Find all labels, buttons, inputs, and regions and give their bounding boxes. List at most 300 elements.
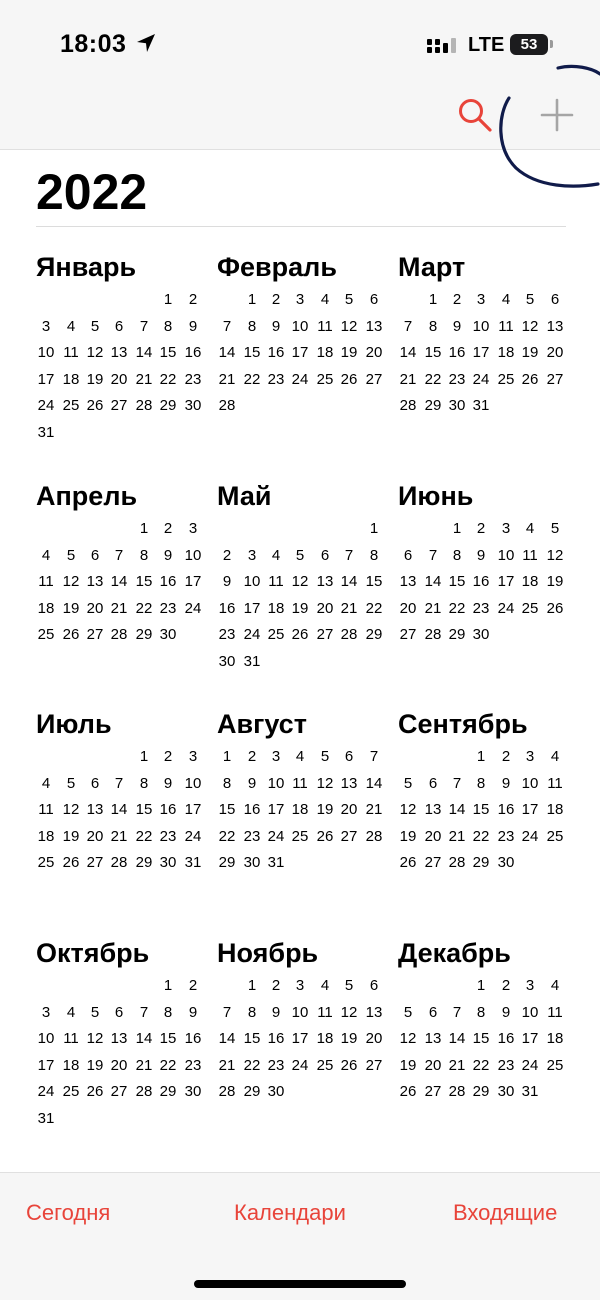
day-cell[interactable]: 19 <box>546 573 564 590</box>
day-cell[interactable]: 28 <box>365 827 383 845</box>
day-cell[interactable]: 6 <box>428 1003 438 1021</box>
day-cell[interactable]: 18 <box>316 344 334 361</box>
day-cell[interactable]: 30 <box>267 1083 285 1100</box>
day-cell[interactable]: 19 <box>86 370 104 388</box>
day-cell[interactable]: 2 <box>247 748 257 765</box>
day-cell[interactable]: 10 <box>267 774 285 792</box>
day-cell[interactable]: 26 <box>62 854 80 871</box>
day-cell[interactable]: 25 <box>62 1083 80 1100</box>
day-cell[interactable]: 10 <box>37 1030 55 1047</box>
month-block[interactable] <box>36 709 220 909</box>
day-cell[interactable]: 13 <box>424 1030 442 1047</box>
day-cell[interactable]: 20 <box>424 827 442 845</box>
day-cell[interactable]: 6 <box>320 546 330 564</box>
day-cell[interactable]: 12 <box>521 317 539 335</box>
day-cell[interactable]: 8 <box>428 317 438 335</box>
day-cell[interactable]: 14 <box>135 344 153 361</box>
day-cell[interactable]: 20 <box>110 1056 128 1074</box>
day-cell[interactable]: 3 <box>525 977 535 994</box>
day-cell[interactable]: 10 <box>291 1003 309 1021</box>
day-cell[interactable]: 23 <box>497 1056 515 1074</box>
day-cell[interactable]: 29 <box>424 397 442 414</box>
day-cell[interactable]: 25 <box>62 397 80 414</box>
day-cell[interactable]: 30 <box>159 854 177 871</box>
day-cell[interactable]: 12 <box>62 801 80 818</box>
day-cell[interactable]: 6 <box>114 317 124 335</box>
day-cell[interactable]: 29 <box>243 1083 261 1100</box>
day-cell[interactable]: 1 <box>247 977 257 994</box>
day-cell[interactable]: 20 <box>86 827 104 845</box>
day-cell[interactable]: 14 <box>340 573 358 590</box>
day-cell[interactable]: 22 <box>159 1056 177 1074</box>
day-cell[interactable]: 1 <box>247 291 257 308</box>
day-cell[interactable]: 6 <box>369 977 379 994</box>
day-cell[interactable]: 10 <box>521 1003 539 1021</box>
day-cell[interactable]: 8 <box>163 1003 173 1021</box>
day-cell[interactable]: 27 <box>399 626 417 643</box>
day-cell[interactable]: 23 <box>184 1056 202 1074</box>
day-cell[interactable]: 6 <box>550 291 560 308</box>
today-button[interactable]: Сегодня <box>26 1200 111 1225</box>
day-cell[interactable]: 8 <box>139 774 149 792</box>
day-cell[interactable]: 17 <box>291 1030 309 1047</box>
day-cell[interactable]: 4 <box>295 748 305 765</box>
day-cell[interactable]: 15 <box>472 801 490 818</box>
day-cell[interactable]: 1 <box>163 977 173 994</box>
day-cell[interactable]: 24 <box>521 1056 539 1074</box>
day-cell[interactable]: 7 <box>403 317 413 335</box>
day-cell[interactable]: 17 <box>243 599 261 617</box>
day-cell[interactable]: 19 <box>291 599 309 617</box>
day-cell[interactable]: 6 <box>428 774 438 792</box>
day-cell[interactable]: 16 <box>267 344 285 361</box>
day-cell[interactable]: 8 <box>247 317 257 335</box>
day-cell[interactable]: 2 <box>188 977 198 994</box>
day-cell[interactable]: 9 <box>247 774 257 792</box>
month-block[interactable] <box>36 938 220 1138</box>
day-cell[interactable]: 29 <box>159 397 177 414</box>
month-block[interactable] <box>398 252 582 452</box>
day-cell[interactable]: 15 <box>448 573 466 590</box>
day-cell[interactable]: 9 <box>501 1003 511 1021</box>
day-cell[interactable]: 19 <box>86 1056 104 1074</box>
day-cell[interactable]: 25 <box>267 626 285 643</box>
day-cell[interactable]: 20 <box>86 599 104 617</box>
day-cell[interactable]: 19 <box>62 827 80 845</box>
day-cell[interactable]: 2 <box>163 520 173 537</box>
day-cell[interactable]: 17 <box>521 1030 539 1047</box>
day-cell[interactable]: 27 <box>546 370 564 388</box>
day-cell[interactable]: 25 <box>497 370 515 388</box>
day-cell[interactable]: 14 <box>218 1030 236 1047</box>
day-cell[interactable]: 24 <box>291 1056 309 1074</box>
day-cell[interactable]: 11 <box>317 317 333 335</box>
month-block[interactable] <box>398 709 582 909</box>
day-cell[interactable]: 2 <box>501 977 511 994</box>
day-cell[interactable]: 18 <box>291 801 309 818</box>
day-cell[interactable]: 21 <box>424 599 442 617</box>
day-cell[interactable]: 9 <box>188 1003 198 1021</box>
day-cell[interactable]: 23 <box>243 827 261 845</box>
day-cell[interactable]: 5 <box>344 291 354 308</box>
day-cell[interactable]: 20 <box>546 344 564 361</box>
day-cell[interactable]: 23 <box>267 1056 285 1074</box>
day-cell[interactable]: 18 <box>497 344 515 361</box>
day-cell[interactable]: 3 <box>271 748 281 765</box>
day-cell[interactable]: 15 <box>159 344 177 361</box>
day-cell[interactable]: 22 <box>135 599 153 617</box>
day-cell[interactable]: 17 <box>184 801 202 818</box>
day-cell[interactable]: 5 <box>403 774 413 792</box>
day-cell[interactable]: 11 <box>547 1003 563 1021</box>
day-cell[interactable]: 30 <box>448 397 466 414</box>
day-cell[interactable]: 21 <box>340 599 358 617</box>
day-cell[interactable]: 5 <box>550 520 560 537</box>
day-cell[interactable]: 30 <box>184 397 202 414</box>
day-cell[interactable]: 20 <box>110 370 128 388</box>
day-cell[interactable]: 18 <box>62 1056 80 1074</box>
day-cell[interactable]: 12 <box>340 1003 358 1021</box>
day-cell[interactable]: 26 <box>340 370 358 388</box>
day-cell[interactable]: 31 <box>243 652 261 670</box>
day-cell[interactable]: 14 <box>110 801 128 818</box>
year-title[interactable]: 2022 <box>36 164 148 220</box>
day-cell[interactable]: 27 <box>110 397 128 414</box>
day-cell[interactable]: 11 <box>63 1030 79 1047</box>
day-cell[interactable]: 16 <box>267 1030 285 1047</box>
day-cell[interactable]: 25 <box>521 599 539 617</box>
day-cell[interactable]: 26 <box>546 599 564 617</box>
day-cell[interactable]: 10 <box>521 774 539 792</box>
day-cell[interactable]: 4 <box>501 291 511 308</box>
day-cell[interactable]: 20 <box>365 1030 383 1047</box>
day-cell[interactable]: 5 <box>403 1003 413 1021</box>
day-cell[interactable]: 8 <box>139 546 149 564</box>
day-cell[interactable]: 27 <box>365 1056 383 1074</box>
day-cell[interactable]: 29 <box>472 1083 490 1100</box>
day-cell[interactable]: 19 <box>340 1030 358 1047</box>
day-cell[interactable]: 18 <box>546 801 564 818</box>
search-icon[interactable] <box>456 96 494 134</box>
day-cell[interactable]: 2 <box>271 977 281 994</box>
day-cell[interactable]: 15 <box>135 801 153 818</box>
day-cell[interactable]: 22 <box>135 827 153 845</box>
day-cell[interactable]: 30 <box>159 626 177 643</box>
day-cell[interactable]: 11 <box>522 546 538 564</box>
day-cell[interactable]: 17 <box>37 1056 55 1074</box>
day-cell[interactable]: 28 <box>448 854 466 871</box>
day-cell[interactable]: 6 <box>90 774 100 792</box>
day-cell[interactable]: 16 <box>472 573 490 590</box>
day-cell[interactable]: 13 <box>424 801 442 818</box>
day-cell[interactable]: 21 <box>365 801 383 818</box>
day-cell[interactable]: 21 <box>135 370 153 388</box>
day-cell[interactable]: 12 <box>399 1030 417 1047</box>
day-cell[interactable]: 12 <box>86 1030 104 1047</box>
day-cell[interactable]: 19 <box>399 1056 417 1074</box>
day-cell[interactable]: 13 <box>365 317 383 335</box>
day-cell[interactable]: 25 <box>546 1056 564 1074</box>
day-cell[interactable]: 31 <box>37 1109 55 1127</box>
day-cell[interactable]: 20 <box>316 599 334 617</box>
day-cell[interactable]: 3 <box>247 546 257 564</box>
day-cell[interactable]: 21 <box>135 1056 153 1074</box>
day-cell[interactable]: 27 <box>424 1083 442 1100</box>
day-cell[interactable]: 19 <box>62 599 80 617</box>
day-cell[interactable]: 27 <box>110 1083 128 1100</box>
day-cell[interactable]: 3 <box>295 291 305 308</box>
day-cell[interactable]: 10 <box>472 317 490 335</box>
day-cell[interactable]: 15 <box>218 801 236 818</box>
day-cell[interactable]: 22 <box>218 827 236 845</box>
plus-icon[interactable] <box>538 96 576 134</box>
day-cell[interactable]: 30 <box>218 652 236 670</box>
day-cell[interactable]: 2 <box>163 748 173 765</box>
day-cell[interactable]: 13 <box>316 573 334 590</box>
day-cell[interactable]: 11 <box>268 573 284 590</box>
day-cell[interactable]: 11 <box>547 774 563 792</box>
day-cell[interactable]: 26 <box>86 1083 104 1100</box>
day-cell[interactable]: 14 <box>424 573 442 590</box>
day-cell[interactable]: 24 <box>291 370 309 388</box>
day-cell[interactable]: 8 <box>476 1003 486 1021</box>
day-cell[interactable]: 23 <box>218 626 236 643</box>
day-cell[interactable]: 12 <box>291 573 309 590</box>
day-cell[interactable]: 26 <box>86 397 104 414</box>
day-cell[interactable]: 25 <box>546 827 564 845</box>
day-cell[interactable]: 10 <box>37 344 55 361</box>
day-cell[interactable]: 9 <box>222 573 232 590</box>
day-cell[interactable]: 24 <box>37 1083 55 1100</box>
day-cell[interactable]: 5 <box>90 1003 100 1021</box>
day-cell[interactable]: 17 <box>472 344 490 361</box>
day-cell[interactable]: 8 <box>369 546 379 564</box>
day-cell[interactable]: 21 <box>218 370 236 388</box>
day-cell[interactable]: 6 <box>403 546 413 564</box>
day-cell[interactable]: 2 <box>188 291 198 308</box>
day-cell[interactable]: 1 <box>369 520 379 537</box>
day-cell[interactable]: 4 <box>320 977 330 994</box>
day-cell[interactable]: 17 <box>37 370 55 388</box>
day-cell[interactable]: 21 <box>448 1056 466 1074</box>
day-cell[interactable]: 28 <box>448 1083 466 1100</box>
day-cell[interactable]: 29 <box>365 626 383 643</box>
day-cell[interactable]: 12 <box>86 344 104 361</box>
day-cell[interactable]: 22 <box>424 370 442 388</box>
day-cell[interactable]: 18 <box>37 599 55 617</box>
day-cell[interactable]: 29 <box>472 854 490 871</box>
day-cell[interactable]: 25 <box>291 827 309 845</box>
day-cell[interactable]: 18 <box>267 599 285 617</box>
day-cell[interactable]: 7 <box>222 1003 232 1021</box>
day-cell[interactable]: 7 <box>139 317 149 335</box>
day-cell[interactable]: 11 <box>38 801 54 818</box>
day-cell[interactable]: 16 <box>159 573 177 590</box>
day-cell[interactable]: 27 <box>424 854 442 871</box>
day-cell[interactable]: 15 <box>135 573 153 590</box>
day-cell[interactable]: 17 <box>184 573 202 590</box>
day-cell[interactable]: 9 <box>452 317 462 335</box>
day-cell[interactable]: 31 <box>521 1083 539 1100</box>
day-cell[interactable]: 1 <box>428 291 438 308</box>
day-cell[interactable]: 24 <box>184 599 202 617</box>
day-cell[interactable]: 12 <box>399 801 417 818</box>
day-cell[interactable]: 28 <box>135 397 153 414</box>
day-cell[interactable]: 23 <box>448 370 466 388</box>
day-cell[interactable]: 9 <box>501 774 511 792</box>
day-cell[interactable]: 8 <box>476 774 486 792</box>
day-cell[interactable]: 9 <box>163 774 173 792</box>
day-cell[interactable]: 31 <box>37 423 55 441</box>
day-cell[interactable]: 14 <box>135 1030 153 1047</box>
day-cell[interactable]: 28 <box>399 397 417 414</box>
day-cell[interactable]: 20 <box>424 1056 442 1074</box>
day-cell[interactable]: 5 <box>90 317 100 335</box>
inbox-button[interactable]: Входящие <box>453 1200 558 1225</box>
day-cell[interactable]: 27 <box>316 626 334 643</box>
day-cell[interactable]: 10 <box>497 546 515 564</box>
day-cell[interactable]: 31 <box>184 854 202 871</box>
day-cell[interactable]: 6 <box>369 291 379 308</box>
day-cell[interactable]: 31 <box>267 854 285 871</box>
day-cell[interactable]: 21 <box>448 827 466 845</box>
day-cell[interactable]: 19 <box>316 801 334 818</box>
day-cell[interactable]: 29 <box>135 854 153 871</box>
day-cell[interactable]: 4 <box>525 520 535 537</box>
day-cell[interactable]: 21 <box>218 1056 236 1074</box>
day-cell[interactable]: 7 <box>344 546 354 564</box>
day-cell[interactable]: 1 <box>476 748 486 765</box>
day-cell[interactable]: 30 <box>472 626 490 643</box>
day-cell[interactable]: 9 <box>271 1003 281 1021</box>
day-cell[interactable]: 16 <box>159 801 177 818</box>
day-cell[interactable]: 12 <box>316 774 334 792</box>
day-cell[interactable]: 10 <box>184 774 202 792</box>
day-cell[interactable]: 18 <box>521 573 539 590</box>
month-block[interactable] <box>36 252 220 452</box>
day-cell[interactable]: 4 <box>66 317 76 335</box>
day-cell[interactable]: 1 <box>476 977 486 994</box>
day-cell[interactable]: 22 <box>365 599 383 617</box>
month-block[interactable] <box>36 481 220 681</box>
month-block[interactable] <box>217 481 401 681</box>
day-cell[interactable]: 1 <box>139 748 149 765</box>
day-cell[interactable]: 26 <box>340 1056 358 1074</box>
day-cell[interactable]: 2 <box>271 291 281 308</box>
day-cell[interactable]: 28 <box>110 854 128 871</box>
day-cell[interactable]: 14 <box>448 801 466 818</box>
day-cell[interactable]: 13 <box>110 1030 128 1047</box>
day-cell[interactable]: 22 <box>243 370 261 388</box>
day-cell[interactable]: 4 <box>320 291 330 308</box>
day-cell[interactable]: 3 <box>41 317 51 335</box>
day-cell[interactable]: 13 <box>399 573 417 590</box>
day-cell[interactable]: 23 <box>184 370 202 388</box>
month-block[interactable] <box>217 709 401 909</box>
day-cell[interactable]: 1 <box>163 291 173 308</box>
day-cell[interactable]: 3 <box>295 977 305 994</box>
day-cell[interactable]: 19 <box>340 344 358 361</box>
day-cell[interactable]: 16 <box>243 801 261 818</box>
day-cell[interactable]: 28 <box>424 626 442 643</box>
day-cell[interactable]: 3 <box>476 291 486 308</box>
day-cell[interactable]: 29 <box>448 626 466 643</box>
day-cell[interactable]: 13 <box>340 774 358 792</box>
day-cell[interactable]: 7 <box>452 1003 462 1021</box>
day-cell[interactable]: 17 <box>291 344 309 361</box>
day-cell[interactable]: 6 <box>344 748 354 765</box>
day-cell[interactable]: 16 <box>448 344 466 361</box>
day-cell[interactable]: 26 <box>399 854 417 871</box>
day-cell[interactable]: 22 <box>472 827 490 845</box>
day-cell[interactable]: 11 <box>498 317 514 335</box>
day-cell[interactable]: 20 <box>365 344 383 361</box>
day-cell[interactable]: 29 <box>159 1083 177 1100</box>
day-cell[interactable]: 19 <box>399 827 417 845</box>
day-cell[interactable]: 7 <box>114 546 124 564</box>
day-cell[interactable]: 2 <box>476 520 486 537</box>
day-cell[interactable]: 5 <box>66 546 76 564</box>
day-cell[interactable]: 23 <box>267 370 285 388</box>
day-cell[interactable]: 11 <box>292 774 308 792</box>
day-cell[interactable]: 3 <box>188 748 198 765</box>
day-cell[interactable]: 5 <box>525 291 535 308</box>
day-cell[interactable]: 23 <box>159 827 177 845</box>
day-cell[interactable]: 27 <box>86 626 104 643</box>
day-cell[interactable]: 19 <box>521 344 539 361</box>
day-cell[interactable]: 23 <box>497 827 515 845</box>
day-cell[interactable]: 4 <box>41 774 51 792</box>
day-cell[interactable]: 18 <box>316 1030 334 1047</box>
day-cell[interactable]: 4 <box>550 977 560 994</box>
day-cell[interactable]: 10 <box>184 546 202 564</box>
day-cell[interactable]: 12 <box>546 546 564 564</box>
day-cell[interactable]: 14 <box>399 344 417 361</box>
day-cell[interactable]: 16 <box>497 1030 515 1047</box>
day-cell[interactable]: 18 <box>62 370 80 388</box>
day-cell[interactable]: 8 <box>222 774 232 792</box>
day-cell[interactable]: 3 <box>525 748 535 765</box>
day-cell[interactable]: 28 <box>110 626 128 643</box>
day-cell[interactable]: 15 <box>424 344 442 361</box>
day-cell[interactable]: 15 <box>472 1030 490 1047</box>
day-cell[interactable]: 14 <box>365 774 383 792</box>
day-cell[interactable]: 16 <box>184 1030 202 1047</box>
calendars-button[interactable]: Календари <box>234 1200 346 1225</box>
day-cell[interactable]: 5 <box>295 546 305 564</box>
day-cell[interactable]: 23 <box>472 599 490 617</box>
day-cell[interactable]: 25 <box>316 370 334 388</box>
day-cell[interactable]: 15 <box>243 344 261 361</box>
day-cell[interactable]: 24 <box>184 827 202 845</box>
day-cell[interactable]: 28 <box>218 397 236 414</box>
day-cell[interactable]: 16 <box>218 599 236 617</box>
day-cell[interactable]: 7 <box>369 748 379 765</box>
day-cell[interactable]: 4 <box>66 1003 76 1021</box>
day-cell[interactable]: 22 <box>159 370 177 388</box>
day-cell[interactable]: 12 <box>340 317 358 335</box>
day-cell[interactable]: 7 <box>222 317 232 335</box>
day-cell[interactable]: 27 <box>86 854 104 871</box>
day-cell[interactable]: 21 <box>110 827 128 845</box>
day-cell[interactable]: 8 <box>247 1003 257 1021</box>
day-cell[interactable]: 5 <box>66 774 76 792</box>
day-cell[interactable]: 21 <box>110 599 128 617</box>
day-cell[interactable]: 5 <box>344 977 354 994</box>
day-cell[interactable]: 12 <box>62 573 80 590</box>
day-cell[interactable]: 30 <box>497 1083 515 1100</box>
day-cell[interactable]: 24 <box>37 397 55 414</box>
